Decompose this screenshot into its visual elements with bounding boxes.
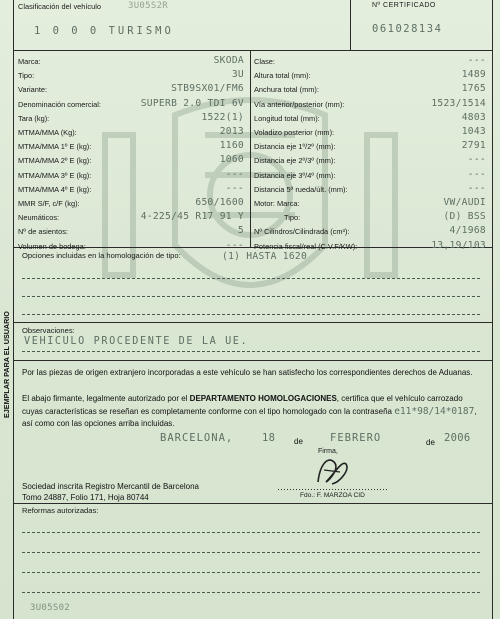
left-field-label: MMR S/F, c/F (kg):	[18, 199, 80, 208]
observaciones-value: VEHICULO PROCEDENTE DE LA UE.	[24, 336, 249, 347]
contrasena-value: e11*98/14*0187	[394, 405, 475, 417]
left-field-value: STB9SX01/FM6	[171, 83, 244, 95]
clasificacion-value: 1 0 0 0 TURISMO	[34, 25, 174, 37]
right-field-label: Longitud total (mm):	[254, 113, 320, 123]
certificado-number: 061028134	[372, 23, 443, 35]
aduanas-paragraph: Por las piezas de origen extranjero incorporadas a este vehículo se han satisfecho los correspondientes derechos de Aduanas.	[22, 368, 473, 377]
observaciones-label: Observaciones:	[22, 326, 75, 335]
left-field-label: Nº de asientos:	[18, 227, 68, 237]
left-field-value: 3U	[231, 69, 244, 81]
firma-label: Firma,	[318, 448, 338, 455]
right-field-label: Distancia eje 2º/3º (mm):	[254, 156, 336, 166]
left-field-value: 1060	[219, 154, 244, 166]
left-field-label: Neumáticos:	[18, 213, 60, 223]
right-field-value: 4/1968	[449, 225, 486, 237]
right-field-value: 2791	[461, 140, 486, 152]
declaration-end: , así como con las opciones arriba incluidas.	[22, 406, 477, 428]
right-field-label: Clase:	[254, 57, 275, 66]
right-field-label: Nº Cilindros/Cilindrada (cm³):	[254, 227, 350, 237]
left-field-label: MTMA/MMA 1º E (kg):	[18, 142, 92, 152]
left-field-value: 650/1600	[195, 197, 244, 208]
left-field-value: 5	[237, 225, 244, 237]
right-field-value: 1765	[461, 83, 486, 95]
bottom-code: 3U05S02	[30, 603, 71, 613]
right-field-value: ---	[467, 154, 486, 166]
right-field-value: VW/AUDI	[443, 197, 486, 208]
right-field-label: Motor: Marca:	[254, 199, 300, 208]
registry-line-1: Sociedad inscrita Registro Mercantil de Barcelona	[22, 482, 199, 491]
right-field-value: (D) BSS	[443, 211, 486, 223]
left-field-label: MTMA/MMA 4º E (kg):	[18, 184, 92, 194]
left-field-label: Tara (kg):	[18, 113, 50, 123]
left-field-label: Volumen de bodega:	[18, 241, 86, 251]
declaration-body: , certifica que el vehículo carrozado cuyas características se reseñan es completamente conforme con el tipo homologado con la contraseña	[22, 394, 463, 416]
right-field-label: Voladizo posterior (mm):	[254, 128, 335, 137]
left-field-label: MTMA/MMA 3º E (kg):	[18, 170, 92, 180]
certification-paragraph	[22, 393, 484, 431]
right-field-label: Distancia eje 3º/4º (mm):	[254, 170, 336, 180]
right-field-value: 1489	[461, 69, 486, 81]
place-city: BARCELONA,	[160, 432, 234, 444]
clasificacion-code: 3U05S2R	[128, 1, 169, 11]
left-field-value: 1160	[219, 140, 244, 152]
right-field-label: Distancia 5ª rueda/últ. (mm):	[254, 184, 348, 194]
left-field-value: SKODA	[213, 55, 244, 66]
right-field-value: 1043	[461, 126, 486, 137]
left-field-label: Denominación comercial:	[18, 99, 101, 109]
opciones-value: (1) HASTA 1620	[222, 251, 308, 262]
left-field-value: ---	[225, 168, 244, 180]
left-field-label: Marca:	[18, 57, 41, 66]
right-field-label: Tipo:	[284, 213, 301, 223]
right-field-label: Vía anterior/posterior (mm):	[254, 99, 345, 109]
left-field-value: ---	[225, 182, 244, 194]
right-field-value: ---	[467, 168, 486, 180]
de-1: de	[294, 437, 303, 446]
left-field-value: SUPERB 2.0 TDI 6V	[140, 97, 244, 109]
left-field-value: 4-225/45 R17 91 Y	[140, 211, 244, 223]
right-field-label: Anchura total (mm):	[254, 85, 319, 95]
clasificacion-label: Clasificación del vehículo	[18, 2, 101, 11]
left-field-value: ---	[225, 239, 244, 251]
declaration-intro: El abajo firmante, legalmente autorizado por el	[22, 394, 188, 403]
certificado-label: Nº CERTIFICADO	[372, 2, 436, 9]
reformas-label: Reformas autorizadas:	[22, 506, 99, 515]
left-field-label: MTMA/MMA 2º E (kg):	[18, 156, 92, 166]
handwritten-signature	[310, 452, 355, 490]
left-field-label: Tipo:	[18, 71, 35, 81]
de-2: de	[426, 438, 435, 447]
right-field-value: 4803	[461, 111, 486, 123]
date-year: 2006	[444, 432, 471, 444]
date-day: 18	[262, 432, 276, 444]
left-field-label: MTMA/MMA (Kg):	[18, 128, 77, 137]
right-field-label: Distancia eje 1º/2º (mm):	[254, 142, 336, 152]
left-field-label: Variante:	[18, 85, 48, 95]
right-field-value: 1523/1514	[431, 97, 486, 109]
right-field-value: 13,19/103	[431, 239, 486, 251]
date-month: FEBRERO	[330, 432, 382, 444]
right-field-label: Potencia fiscal/real (C.V.F/KW):	[254, 241, 358, 251]
right-field-value: ---	[467, 55, 486, 66]
right-field-value: ---	[467, 182, 486, 194]
signer-name: Fdo.: F. MARZOA CID	[300, 492, 365, 499]
left-field-value: 1522(1)	[201, 111, 244, 123]
right-field-label: Altura total (mm):	[254, 71, 311, 81]
department-name: DEPARTAMENTO HOMOLOGACIONES	[189, 394, 337, 403]
opciones-label: Opciones incluidas en la homologación de tipo:	[22, 251, 181, 260]
registry-line-2: Tomo 24887, Folio 171, Hoja 80744	[22, 493, 149, 502]
left-field-value: 2013	[219, 126, 244, 137]
side-label: EJEMPLAR PARA EL USUARIO	[2, 311, 11, 418]
